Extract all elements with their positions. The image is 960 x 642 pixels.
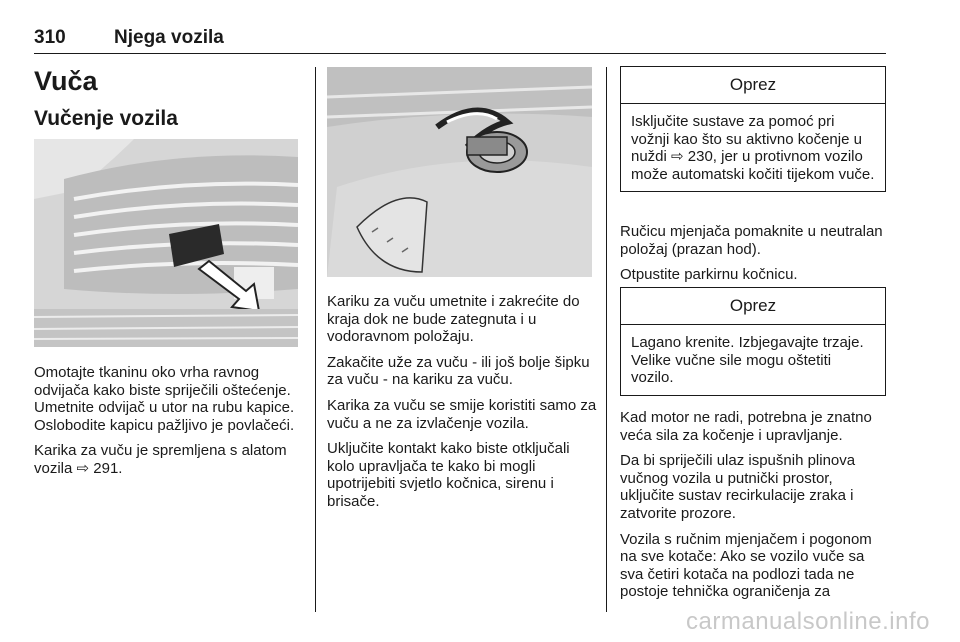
- right-paragraph-5: Vozila s ručnim mjenjačem i pogonom na sve kotače: Ako se vozilo vuče sa sva četiri kotača na podlozi tada ne postoje tehnička ograničenja za: [620, 530, 872, 601]
- section-title: Vuča: [34, 66, 98, 96]
- caution-box-1: [620, 66, 886, 192]
- section-subtitle: Vučenje vozila: [34, 107, 178, 130]
- right-paragraph-4: Da bi spriječili ulaz ispušnih plinova vučnog vozila u putnički prostor, uključite sustav recirkulacije zraka i zatvorite prozore.: [620, 452, 856, 522]
- page-header-title: Njega vozila: [114, 27, 224, 48]
- right-paragraph-2: Otpustite parkirnu kočnicu.: [620, 266, 798, 284]
- column-divider-1: [315, 67, 316, 612]
- right-column-lower: [620, 409, 888, 609]
- towing-eye-illustration: [327, 67, 592, 277]
- right-paragraph-1: Ručicu mjenjača pomaknite u neutralan položaj (prazan hod).: [620, 223, 883, 258]
- middle-paragraph-1: Kariku za vuču umetnite i zakrećite do kraja dok ne bude zategnuta i u vodoravnom položaju.: [327, 293, 580, 346]
- caution-text-2: Lagano krenite. Izbjegavajte trzaje. Velike vučne sile mogu oštetiti vozilo.: [631, 334, 864, 387]
- caution-text-1: Isključite sustave za pomoć pri vožnji kao što su aktivno kočenje u nuždi ⇨ 230, jer u protivnom vozilo može automatski kočiti tijekom vuče.: [631, 113, 875, 183]
- right-column-upper: [620, 223, 888, 292]
- middle-paragraph-2: Zakačite uže za vuču - ili još bolje šipku za vuču - na kariku za vuču.: [327, 353, 590, 389]
- caution-title-1: Oprez: [621, 67, 885, 104]
- right-paragraph-3: Kad motor ne radi, potrebna je znatno veća sila za kočenje i upravljanje.: [620, 409, 872, 444]
- figure-bumper-cap: [34, 139, 298, 347]
- middle-paragraph-4: Uključite kontakt kako biste otključali kolo upravljača te kako bi mogli upotrijebiti svjetlo kočnica, sirenu i brisače.: [327, 440, 570, 510]
- bumper-cap-illustration: [34, 139, 298, 347]
- left-column: [34, 364, 302, 486]
- caution-title-2: Oprez: [621, 288, 885, 325]
- column-divider-2: [606, 67, 607, 612]
- middle-column: [327, 293, 597, 519]
- middle-paragraph-3: Karika za vuču se smije koristiti samo za vuču a ne za izvlačenje vozila.: [327, 396, 597, 432]
- left-paragraph-2: Karika za vuču je spremljena s alatom vozila ⇨ 291.: [34, 442, 287, 477]
- watermark: carmanualsonline.info: [686, 608, 930, 635]
- header-rule: [34, 53, 886, 54]
- figure-towing-eye: [327, 67, 592, 277]
- page-number: 310: [34, 27, 66, 48]
- caution-box-2: [620, 287, 886, 396]
- left-paragraph-1: Omotajte tkaninu oko vrha ravnog odvijača kako biste spriječili oštećenje. Umetnite odvijač u utor na rubu kapice. Oslobodite kapicu pažljivo je povlačeći.: [34, 364, 295, 434]
